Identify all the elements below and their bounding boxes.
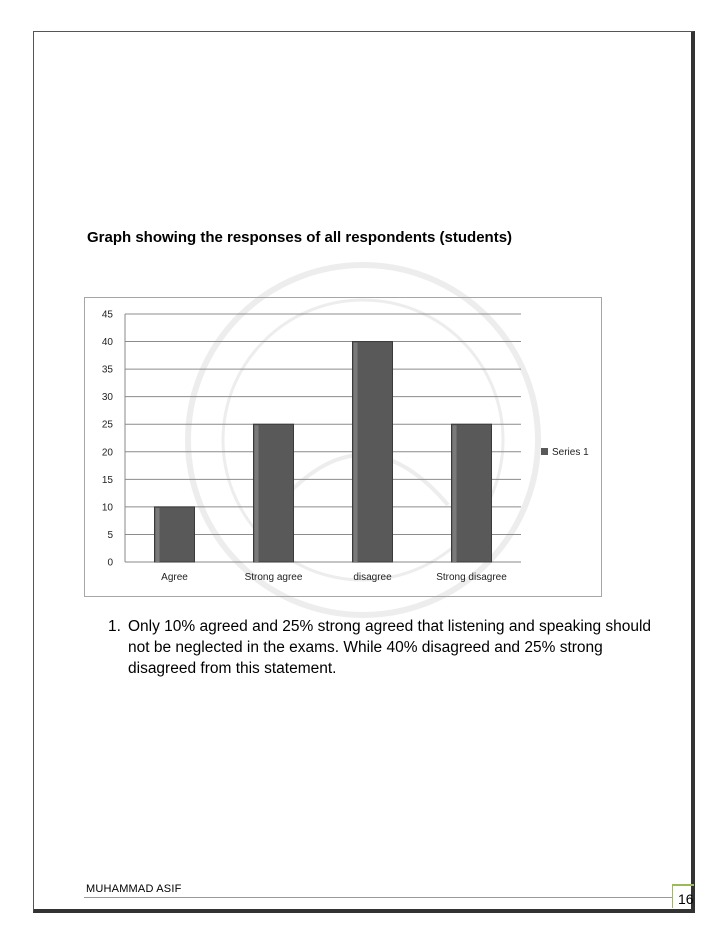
bar [254, 424, 294, 562]
x-tick-label: Strong disagree [436, 572, 507, 583]
list-item-number: 1. [108, 618, 121, 635]
page-number: 16 [678, 891, 694, 907]
y-tick-label: 30 [101, 392, 113, 404]
legend-label: Series 1 [552, 447, 589, 458]
footer-author: MUHAMMAD ASIF [86, 883, 182, 895]
x-tick-label: disagree [353, 572, 392, 583]
list-item [108, 616, 668, 679]
y-tick-label: 15 [101, 474, 113, 486]
bar [155, 507, 195, 562]
footer-divider [84, 897, 672, 898]
y-tick-label: 0 [107, 557, 113, 569]
bar [452, 424, 492, 562]
chart-canvas [85, 298, 603, 598]
y-tick-label: 40 [101, 337, 113, 349]
graph-heading: Graph showing the responses of all respondents (students) [87, 229, 513, 246]
list-item-text: Only 10% agreed and 25% strong agreed that listening and speaking should not be neglected in the exams. While 40% disagreed and 25% strong disagreed from this statement. [128, 618, 652, 677]
findings-list [108, 616, 668, 679]
bar [353, 342, 393, 562]
bar-chart [84, 297, 602, 597]
y-tick-label: 20 [101, 447, 113, 459]
y-tick-label: 45 [101, 309, 113, 321]
y-tick-label: 5 [107, 529, 113, 541]
legend [541, 447, 589, 458]
x-tick-label: Agree [161, 572, 188, 583]
y-tick-label: 35 [101, 364, 113, 376]
y-tick-label: 10 [101, 502, 113, 514]
y-tick-label: 25 [101, 419, 113, 431]
x-tick-label: Strong agree [244, 572, 303, 583]
legend-swatch [541, 448, 548, 455]
